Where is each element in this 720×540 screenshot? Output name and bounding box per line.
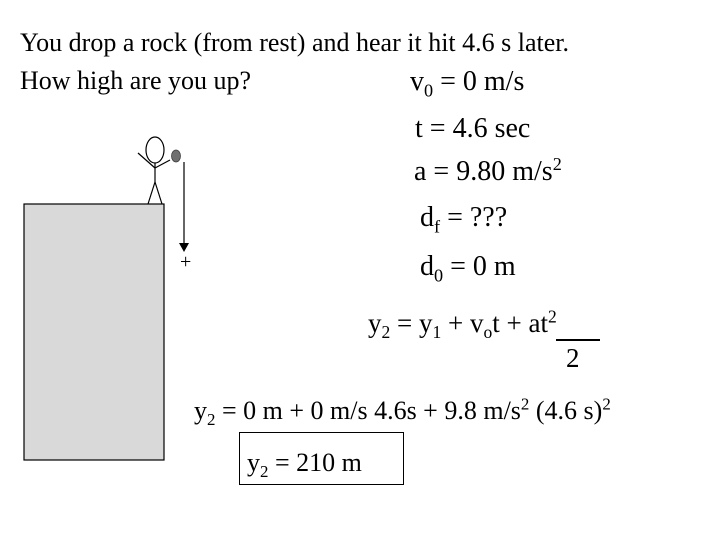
given-d0: $d_0 = 0$ m — [420, 251, 516, 286]
question-line-1: You drop a rock (from rest) and hear it hit 4.6 s later. — [20, 28, 570, 57]
positive-direction-label: + — [180, 251, 192, 273]
fraction-bar — [556, 339, 600, 341]
answer-text: $y_2 = 210$ m — [247, 448, 362, 481]
rock-icon — [172, 150, 181, 162]
given-df: $d_f$ = ??? — [420, 202, 508, 237]
formula-denominator: 2 — [566, 343, 580, 373]
question-line-2: How high are you up? — [20, 66, 252, 95]
formula-numerator: $at^2$ — [528, 306, 557, 338]
given-a: a = 9.80 $m/s^2$ — [414, 154, 562, 187]
given-v0: $v_0 = 0$ m/s — [410, 66, 525, 101]
kinematic-formula: $y_2 = y_1 + v_ot + at^2$ — [368, 306, 557, 343]
stick-figure — [138, 137, 170, 204]
cliff-rectangle — [24, 204, 164, 460]
given-t: t = 4.6 sec — [415, 113, 531, 144]
substituted-equation: $y_2 = 0$ m + 0 m/s 4.6s + 9.8 $m/s^2$ (4.6 s)$^2$ — [194, 394, 611, 429]
